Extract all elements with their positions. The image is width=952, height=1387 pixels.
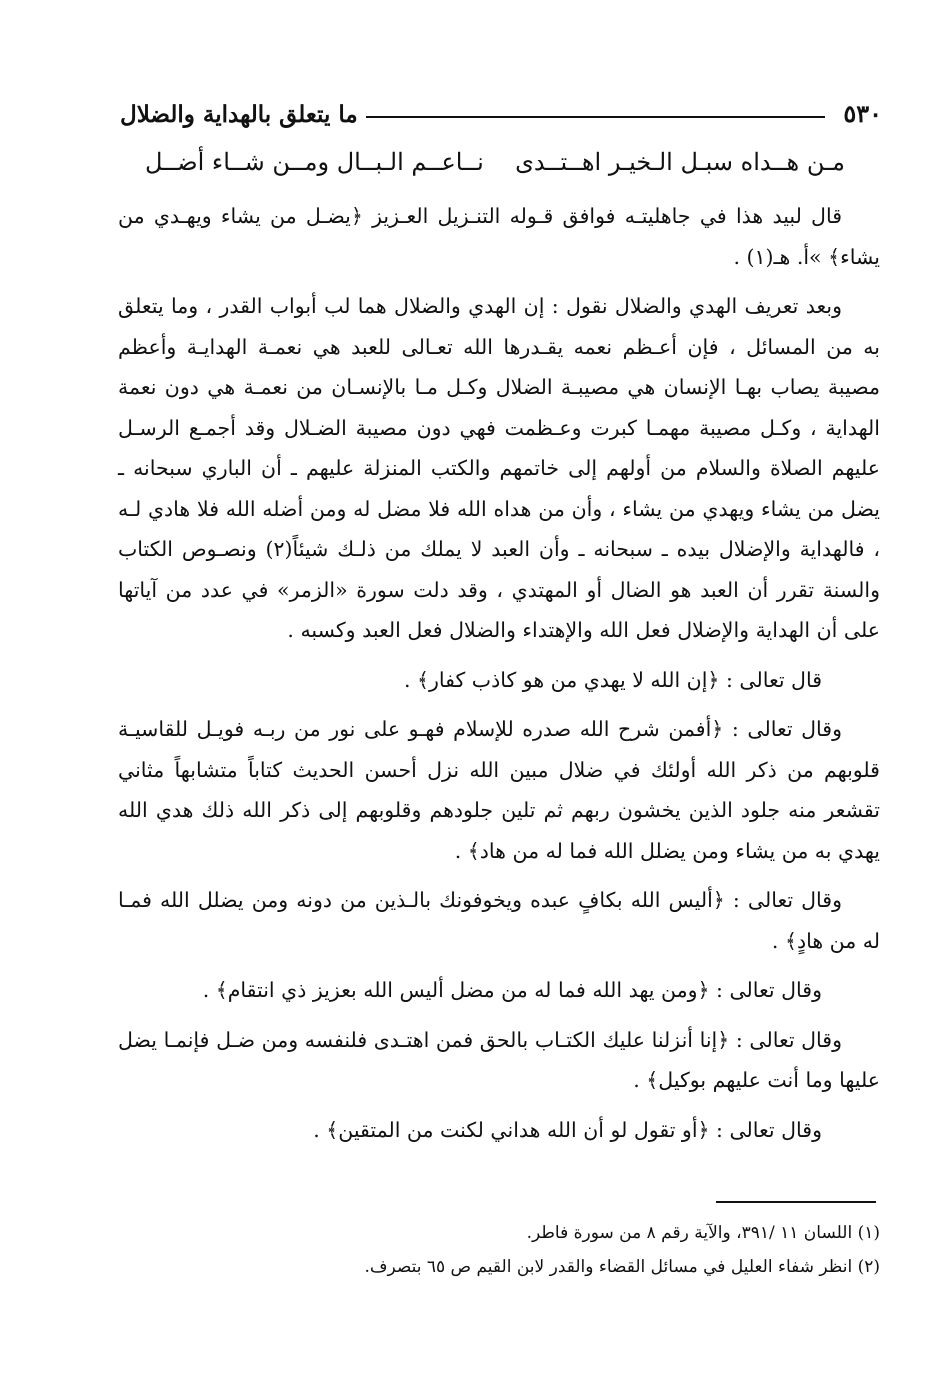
quran-quote-5: وقال تعالى : ﴿إنا أنزلنا عليك الكتـاب بالحق فمن اهتـدى فلنفسه ومن ضـل فإنمـا يضل عليها وما أنت عليهم بوكيل﴾ .	[118, 1027, 880, 1092]
quran-quote-3: وقال تعالى : ﴿أليس الله بكافٍ عبده ويخوفونك بالـذين من دونه ومن يضلل الله فمـا له من هادٍ﴾ .	[118, 888, 880, 953]
footnote-separator	[716, 1201, 876, 1203]
verse-hemistich-1: مـن هــداه سبـل الـخيـر اهــتــدى	[515, 148, 845, 176]
footnote-1: (١) اللسان ١١ /٣٩١، والآية رقم ٨ من سورة فاطر.	[526, 1223, 880, 1243]
quran-quote-2: وقال تعالى : ﴿أفمن شرح الله صدره للإسلام فهـو على نور من ربـه فويـل للقاسيـة قلوبهم من ذكر الله أولئك في ضلال مبين الله نزل أحسن الحديث كتاباً متشابهاً مثاني تقشعر منه جلود الذين يخشون ربهم ثم تلين جلودهم وقلوبهم إلى ذكر الله ذلك هدي الله يهدي به من يشاء ومن يضلل الله فما له من هاد﴾ .	[118, 717, 880, 863]
poetry-verse	[145, 148, 845, 176]
footnote-2: (٢) انظر شفاء العليل في مسائل القضاء والقدر لابن القيم ص ٦٥ بتصرف.	[364, 1257, 880, 1277]
running-header	[120, 88, 882, 128]
paragraph-labid: قال لبيد هذا في جاهليتـه فوافق قـوله التنـزيل العـزيز ﴿يضـل من يشاء ويهـدي من يشاء﴾ »أ. هـ(١) .	[118, 204, 880, 269]
header-rule	[366, 116, 826, 118]
paragraph-definition: وبعد تعريف الهدي والضلال نقول : إن الهدي والضلال هما لب أبواب القدر ، وما يتعلق به من المسائل ، فإن أعـظم نعمه يقـدرها الله تعـالى للعبد هي نعمـة الهدايـة وأعظم مصيبة يصاب بهـا الإنسان هي مصيبـة الضلال وكـل مـا بالإنسـان من نعمـة هي دون نعمة الهداية ، وكـل مصيبة مهمـا كبرت وعـظمت فهي دون مصيبة الضـلال وقد أجمـع الرسـل عليهم الصلاة والسلام من أولهم إلى خاتمهم والكتب المنزلة عليهم ـ أن الباري سبحانه ـ يضل من يشاء ويهدي من يشاء ، وأن من هداه الله فلا مضل له ومن أضله الله فلا هادي لـه ، فالهداية والإضلال بيده ـ سبحانه ـ وأن العبد لا يملك من ذلـك شيئاً(٢) ونصـوص الكتاب والسنة تقرر أن العبد هو الضال أو المهتدي ، وقد دلت سورة «الزمر» في عدد من آياتها على أن الهداية والإضلال فعل الله والإهتداء والضلال فعل العبد وكسبه .	[118, 294, 880, 642]
quran-quote-6: وقال تعالى : ﴿أو تقول لو أن الله هداني لكنت من المتقين﴾ .	[313, 1117, 822, 1142]
footnotes	[118, 1216, 880, 1284]
quran-quote-4: وقال تعالى : ﴿ومن يهد الله فما له من مضل أليس الله بعزيز ذي انتقام﴾ .	[202, 978, 822, 1002]
page-number: ٥٣٠	[843, 99, 882, 128]
verse-hemistich-2: نــاعــم الـبــال ومــن شــاء أضــل	[145, 148, 484, 176]
quran-quote-1: قال تعالى : ﴿إن الله لا يهدي من هو كاذب كفار﴾ .	[403, 667, 822, 692]
main-text	[118, 196, 880, 1159]
running-title: ما يتعلق بالهداية والضلال	[120, 101, 358, 128]
